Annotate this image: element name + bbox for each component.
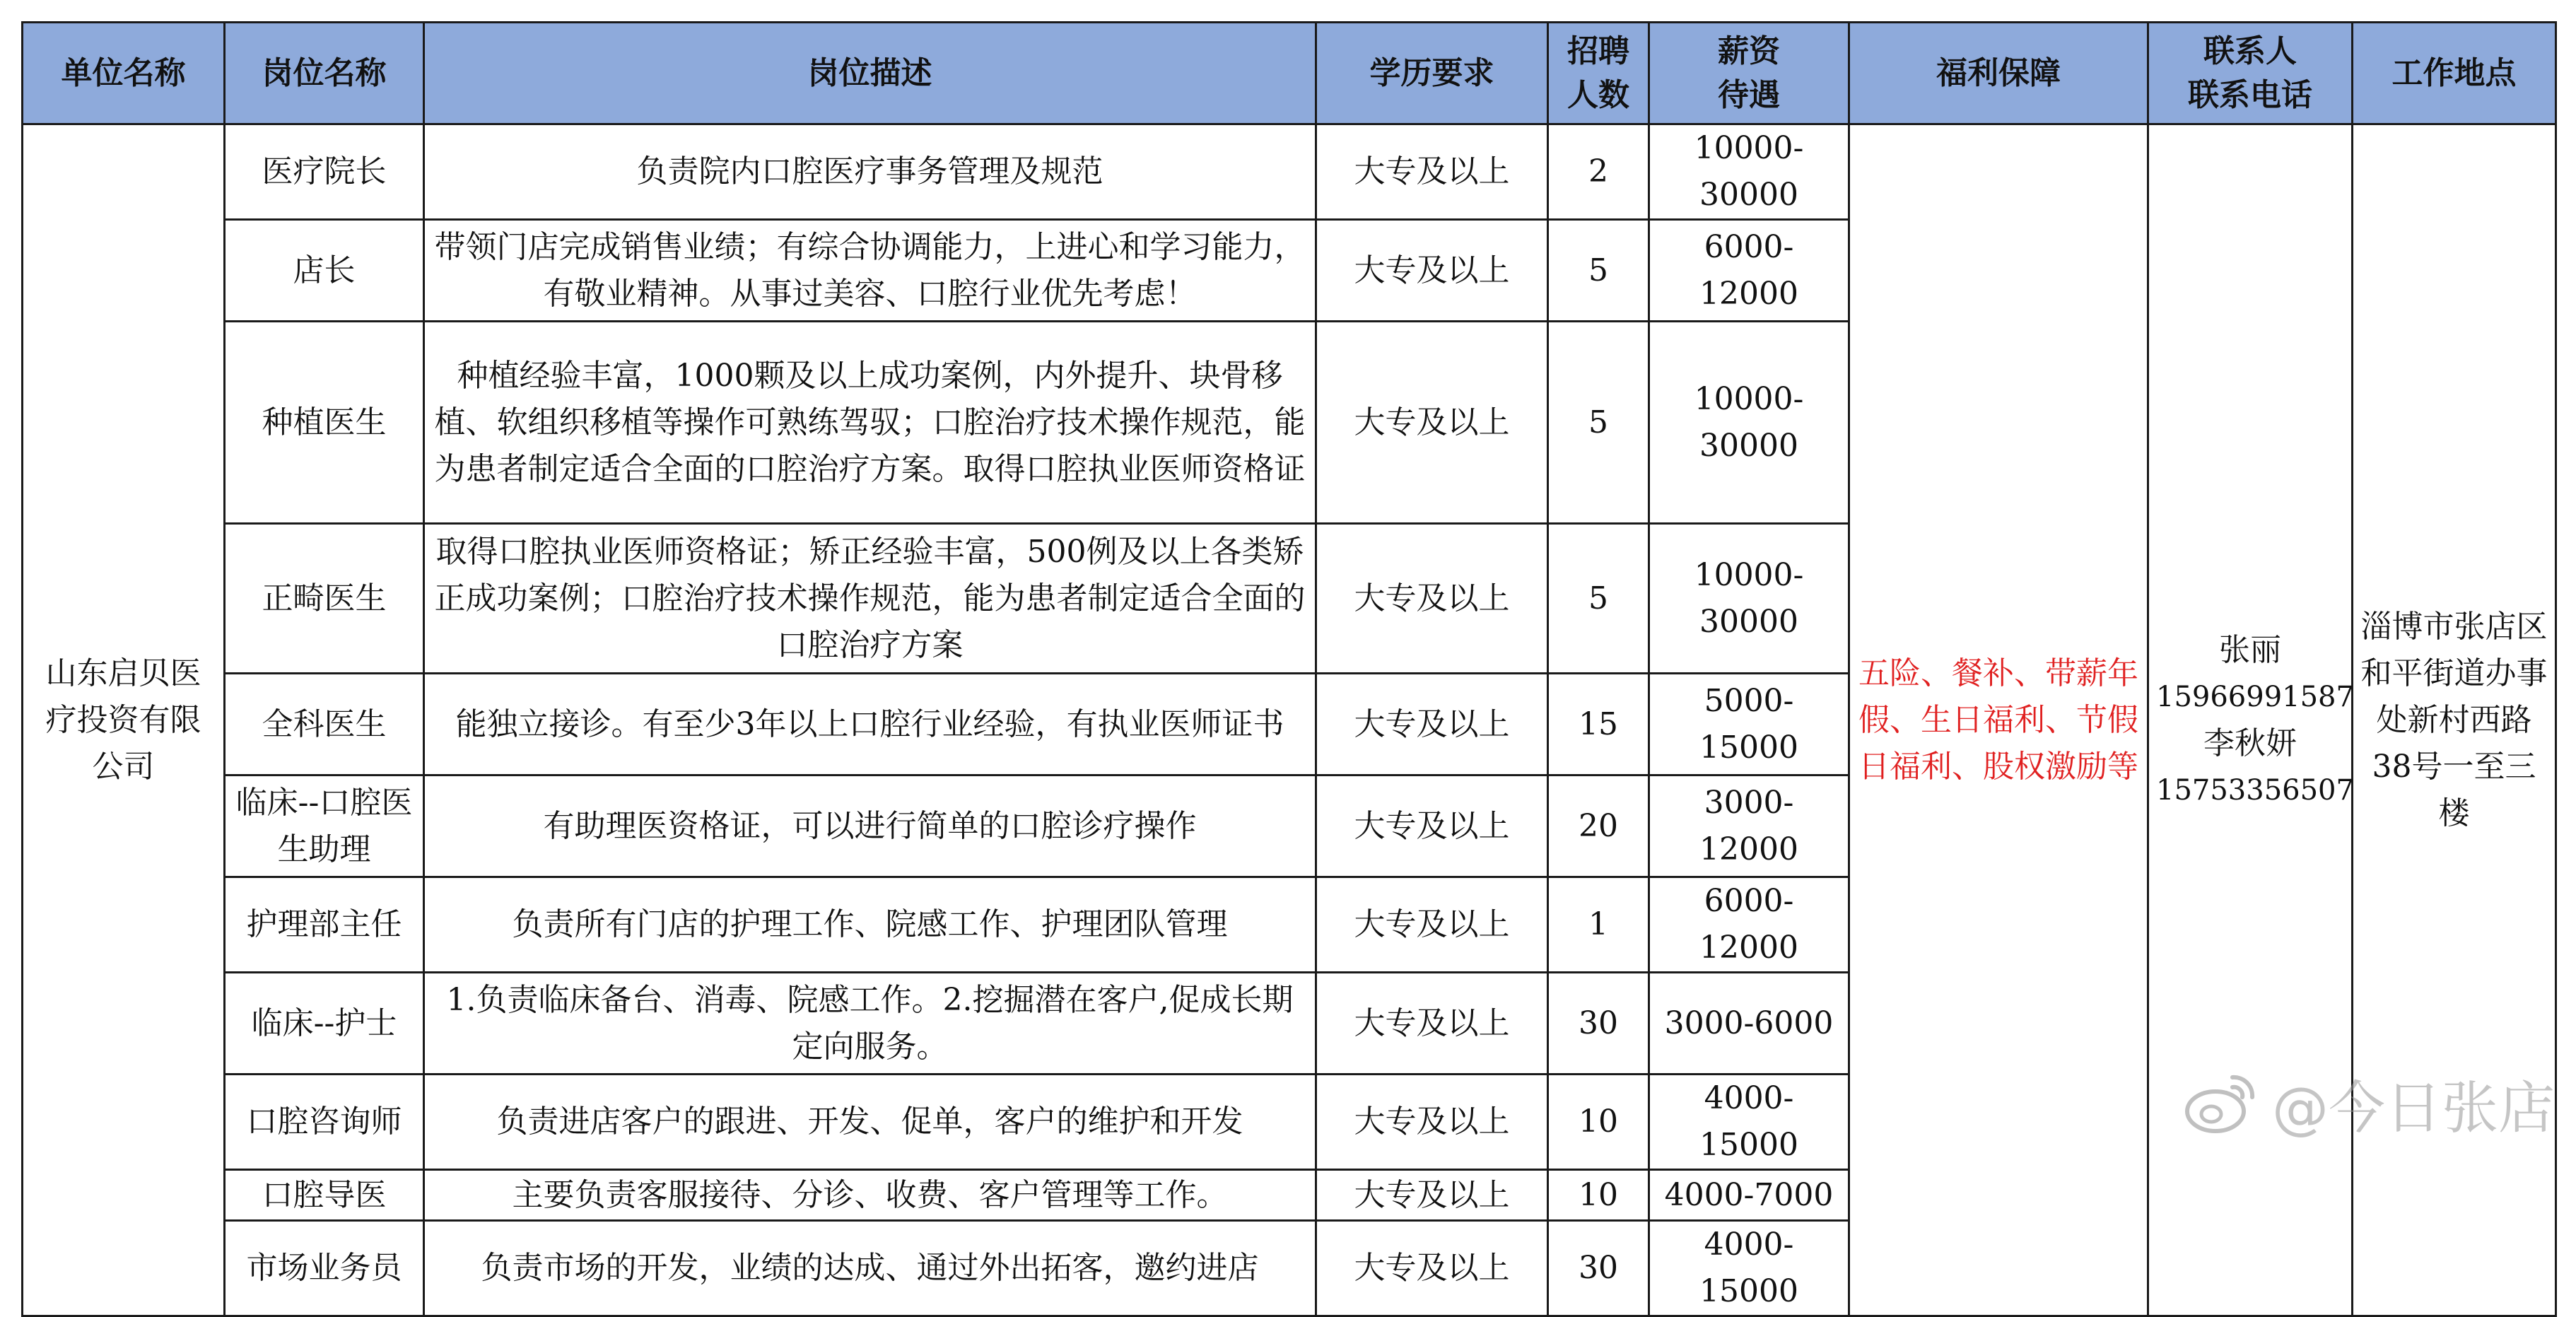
- job-salary: 4000-7000: [1649, 1170, 1849, 1221]
- header-salary: [1649, 23, 1849, 124]
- job-title: 口腔导医: [225, 1170, 424, 1221]
- job-salary: 10000-30000: [1649, 124, 1849, 220]
- job-education: 大专及以上: [1316, 877, 1548, 973]
- job-education: 大专及以上: [1316, 524, 1548, 674]
- watermark-text: @今日张店: [2272, 1075, 2555, 1141]
- job-count: 5: [1548, 220, 1649, 322]
- header-count-line2: 人数: [1567, 76, 1629, 113]
- header-description: 岗位描述: [424, 23, 1316, 124]
- header-contact-line1: 联系人: [2203, 33, 2297, 69]
- header-unit: 单位名称: [23, 23, 225, 124]
- header-contact: [2148, 23, 2353, 124]
- job-education: 大专及以上: [1316, 973, 1548, 1075]
- job-count: 5: [1548, 322, 1649, 524]
- job-salary: 10000-30000: [1649, 524, 1849, 674]
- contact-name: 张丽: [2219, 631, 2281, 668]
- job-salary: 6000-12000: [1649, 220, 1849, 322]
- job-education: 大专及以上: [1316, 674, 1548, 775]
- job-title: 正畸医生: [225, 524, 424, 674]
- job-title: 市场业务员: [225, 1221, 424, 1316]
- header-count-line1: 招聘: [1567, 33, 1629, 69]
- job-salary: 3000-6000: [1649, 973, 1849, 1075]
- header-contact-line2: 联系电话: [2188, 76, 2312, 113]
- job-description: 1.负责临床备台、消毒、院感工作。2.挖掘潜在客户,促成长期定向服务。: [424, 973, 1316, 1075]
- job-education: 大专及以上: [1316, 775, 1548, 877]
- job-count: 5: [1548, 524, 1649, 674]
- job-title: 医疗院长: [225, 124, 424, 220]
- job-count: 2: [1548, 124, 1649, 220]
- job-education: 大专及以上: [1316, 322, 1548, 524]
- job-description: 能独立接诊。有至少3年以上口腔行业经验，有执业医师证书: [424, 674, 1316, 775]
- job-description: 负责院内口腔医疗事务管理及规范: [424, 124, 1316, 220]
- job-salary: 3000-12000: [1649, 775, 1849, 877]
- job-salary: 10000-30000: [1649, 322, 1849, 524]
- job-description: 负责进店客户的跟进、开发、促单，客户的维护和开发: [424, 1075, 1316, 1170]
- weibo-logo-icon: [2182, 1067, 2259, 1138]
- header-location: 工作地点: [2353, 23, 2556, 124]
- welfare-benefits: 五险、餐补、带薪年假、生日福利、节假日福利、股权激励等: [1849, 124, 2148, 1316]
- header-count: [1548, 23, 1649, 124]
- job-education: 大专及以上: [1316, 1221, 1548, 1316]
- job-description: 主要负责客服接待、分诊、收费、客户管理等工作。: [424, 1170, 1316, 1221]
- job-title: 口腔咨询师: [225, 1075, 424, 1170]
- job-title: 店长: [225, 220, 424, 322]
- job-count: 10: [1548, 1075, 1649, 1170]
- job-salary: 6000-12000: [1649, 877, 1849, 973]
- job-salary: 4000-15000: [1649, 1075, 1849, 1170]
- job-salary: 4000-15000: [1649, 1221, 1849, 1316]
- company-name: 山东启贝医疗投资有限公司: [23, 124, 225, 1316]
- contact-phone: 15966991587: [2156, 680, 2354, 713]
- job-count: 10: [1548, 1170, 1649, 1221]
- job-education: 大专及以上: [1316, 124, 1548, 220]
- work-location: 淄博市张店区和平街道办事处新村西路38号一至三楼: [2353, 124, 2556, 1316]
- header-welfare: 福利保障: [1849, 23, 2148, 124]
- header-position: 岗位名称: [225, 23, 424, 124]
- contact-name: 李秋妍: [2203, 725, 2297, 761]
- header-education: 学历要求: [1316, 23, 1548, 124]
- job-description: 有助理医资格证，可以进行简单的口腔诊疗操作: [424, 775, 1316, 877]
- job-description: 带领门店完成销售业绩；有综合协调能力，上进心和学习能力，有敬业精神。从事过美容、口腔行业优先考虑！: [424, 220, 1316, 322]
- header-salary-line1: 薪资: [1718, 33, 1780, 69]
- job-salary: 5000-15000: [1649, 674, 1849, 775]
- header-salary-line2: 待遇: [1718, 76, 1780, 113]
- job-description: 负责市场的开发，业绩的达成、通过外出拓客，邀约进店: [424, 1221, 1316, 1316]
- header-row: [23, 23, 2556, 124]
- job-education: 大专及以上: [1316, 220, 1548, 322]
- table-row: [23, 124, 2556, 220]
- contact-phone: 15753356507: [2156, 773, 2354, 807]
- job-description: 负责所有门店的护理工作、院感工作、护理团队管理: [424, 877, 1316, 973]
- job-title: 临床--护士: [225, 973, 424, 1075]
- job-description: 取得口腔执业医师资格证；矫正经验丰富，500例及以上各类矫正成功案例；口腔治疗技术操作规范，能为患者制定适合全面的口腔治疗方案: [424, 524, 1316, 674]
- job-title: 临床--口腔医生助理: [225, 775, 424, 877]
- job-title: 全科医生: [225, 674, 424, 775]
- job-description: 种植经验丰富，1000颗及以上成功案例，内外提升、块骨移植、软组织移植等操作可熟练驾驭；口腔治疗技术操作规范，能为患者制定适合全面的口腔治疗方案。取得口腔执业医师资格证: [424, 322, 1316, 524]
- job-count: 20: [1548, 775, 1649, 877]
- job-title: 种植医生: [225, 322, 424, 524]
- job-count: 1: [1548, 877, 1649, 973]
- job-education: 大专及以上: [1316, 1075, 1548, 1170]
- job-education: 大专及以上: [1316, 1170, 1548, 1221]
- job-title: 护理部主任: [225, 877, 424, 973]
- weibo-watermark: [2182, 1060, 2555, 1145]
- job-count: 30: [1548, 1221, 1649, 1316]
- recruitment-table: [21, 21, 2557, 1317]
- job-count: 15: [1548, 674, 1649, 775]
- job-count: 30: [1548, 973, 1649, 1075]
